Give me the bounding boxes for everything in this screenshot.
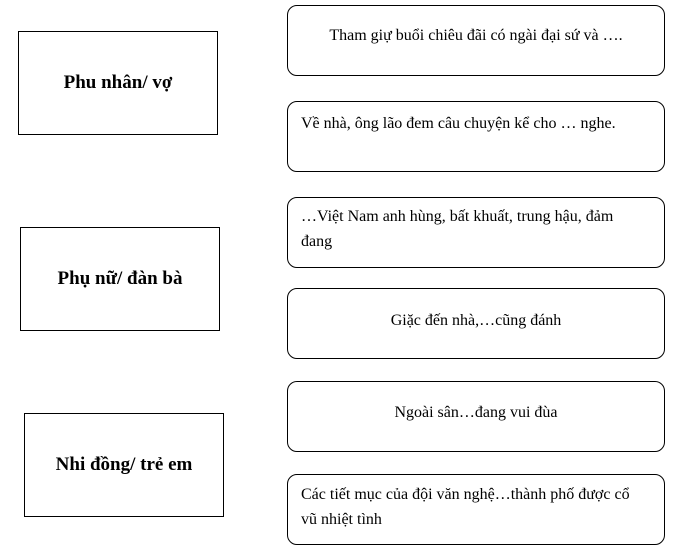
term-box-nhi-dong bbox=[24, 413, 224, 517]
phrase-box-6 bbox=[287, 474, 665, 545]
phrase-box-2 bbox=[287, 101, 665, 172]
term-label: Phụ nữ/ đàn bà bbox=[57, 268, 183, 289]
term-box-phu-nhan bbox=[18, 31, 218, 135]
term-box-phu-nu bbox=[20, 227, 220, 331]
phrase-box-3 bbox=[287, 197, 665, 268]
phrase-text: …Việt Nam anh hùng, bất khuất, trung hậu, đảm đang bbox=[301, 208, 614, 250]
term-label: Nhi đồng/ trẻ em bbox=[55, 454, 193, 475]
phrase-box-1 bbox=[287, 5, 665, 76]
phrase-box-5 bbox=[287, 381, 665, 452]
phrase-text: Ngoài sân…đang vui đùa bbox=[394, 404, 558, 421]
phrase-box-4 bbox=[287, 288, 665, 359]
phrase-text: Các tiết mục của đội văn nghệ…thành phố được cổ vũ nhiệt tình bbox=[301, 486, 630, 528]
term-label: Phu nhân/ vợ bbox=[63, 72, 173, 93]
phrase-text: Tham giự buổi chiêu đãi có ngài đại sứ và …. bbox=[329, 27, 623, 44]
phrase-text: Giặc đến nhà,…cũng đánh bbox=[390, 312, 562, 329]
phrase-text: Về nhà, ông lão đem câu chuyện kể cho … nghe. bbox=[301, 115, 616, 132]
